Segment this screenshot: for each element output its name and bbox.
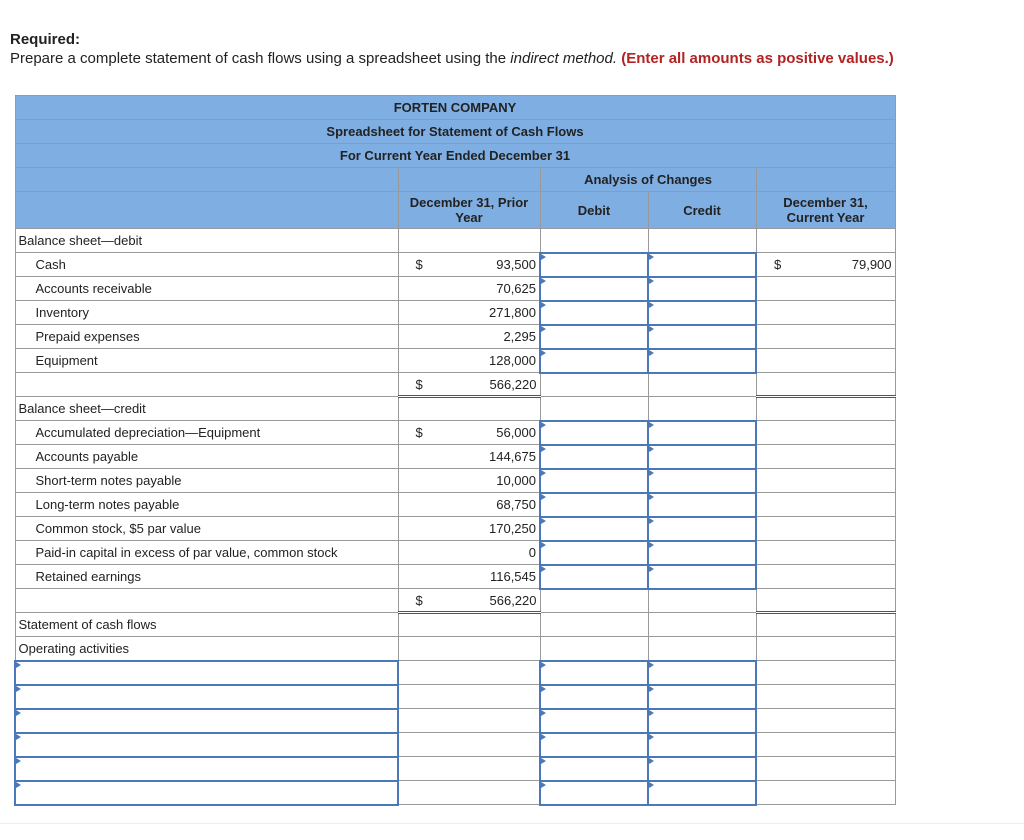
dollar-sign: $ bbox=[774, 257, 782, 272]
current-year-amount bbox=[756, 349, 895, 373]
debit-cell[interactable] bbox=[540, 709, 648, 733]
current-year-amount bbox=[756, 445, 895, 469]
credit-cell[interactable] bbox=[648, 709, 756, 733]
debit-cell[interactable] bbox=[540, 781, 648, 805]
account-cell-input[interactable] bbox=[16, 709, 401, 733]
debit-cell-input[interactable] bbox=[541, 349, 651, 373]
current-year-amount bbox=[756, 301, 895, 325]
credit-cell[interactable] bbox=[648, 421, 756, 445]
account-label: Long-term notes payable bbox=[15, 493, 398, 517]
section-label: Statement of cash flows bbox=[15, 613, 398, 637]
credit-cell-input[interactable] bbox=[649, 253, 759, 277]
prior-year-amount bbox=[398, 493, 540, 517]
prior-year-amount bbox=[398, 517, 540, 541]
section-label: Balance sheet—credit bbox=[15, 397, 398, 421]
table-row bbox=[15, 469, 895, 493]
account-cell[interactable] bbox=[15, 685, 398, 709]
credit-cell-input[interactable] bbox=[649, 349, 759, 373]
credit-cell[interactable] bbox=[648, 757, 756, 781]
table-row bbox=[15, 493, 895, 517]
credit-cell-input[interactable] bbox=[649, 661, 759, 685]
credit-cell-input[interactable] bbox=[649, 469, 759, 493]
table-row bbox=[15, 349, 895, 373]
section-row bbox=[15, 397, 895, 421]
entry-row bbox=[15, 661, 895, 685]
instruction-method: indirect method. bbox=[510, 50, 618, 67]
prior-year-amount bbox=[398, 253, 540, 277]
prior-value: 116,545 bbox=[489, 569, 536, 584]
section-row bbox=[15, 637, 895, 661]
credit-cell-input[interactable] bbox=[649, 493, 759, 517]
account-cell[interactable] bbox=[15, 709, 398, 733]
instructions bbox=[10, 30, 894, 68]
credit-cell-input[interactable] bbox=[649, 541, 759, 565]
account-label: Accumulated depreciation—Equipment bbox=[15, 421, 398, 445]
credit-cell-input[interactable] bbox=[649, 781, 759, 805]
prior-value: 566,220 bbox=[489, 592, 537, 608]
prior-year-amount bbox=[398, 325, 540, 349]
dollar-sign: $ bbox=[415, 425, 423, 440]
account-label: Retained earnings bbox=[15, 565, 398, 589]
debit-cell-input[interactable] bbox=[541, 301, 651, 325]
table-row bbox=[15, 301, 895, 325]
spreadsheet-title: Spreadsheet for Statement of Cash Flows bbox=[15, 120, 895, 144]
debit-cell[interactable] bbox=[540, 541, 648, 565]
credit-cell-input[interactable] bbox=[649, 733, 759, 757]
current-year-amount bbox=[756, 421, 895, 445]
debit-cell-input[interactable] bbox=[541, 253, 651, 277]
debit-cell[interactable] bbox=[540, 325, 648, 349]
debit-cell-input[interactable] bbox=[541, 493, 651, 517]
account-label: Prepaid expenses bbox=[15, 325, 398, 349]
credit-cell[interactable] bbox=[648, 469, 756, 493]
account-cell-input[interactable] bbox=[16, 781, 401, 805]
account-cell-input[interactable] bbox=[16, 733, 401, 757]
debit-cell-input[interactable] bbox=[541, 661, 651, 685]
account-cell-input[interactable] bbox=[16, 685, 401, 709]
credit-cell[interactable] bbox=[648, 493, 756, 517]
credit-cell[interactable] bbox=[648, 301, 756, 325]
total-row bbox=[15, 373, 895, 397]
credit-cell-input[interactable] bbox=[649, 709, 759, 733]
current-year-amount bbox=[756, 493, 895, 517]
entry-row bbox=[15, 685, 895, 709]
debit-cell-input[interactable] bbox=[541, 517, 651, 541]
debit-cell-input[interactable] bbox=[541, 469, 651, 493]
prior-year-amount bbox=[398, 349, 540, 373]
debit-cell[interactable] bbox=[540, 445, 648, 469]
entry-row bbox=[15, 757, 895, 781]
account-label: Common stock, $5 par value bbox=[15, 517, 398, 541]
dollar-sign: $ bbox=[415, 257, 423, 272]
prior-year-amount bbox=[398, 421, 540, 445]
table-row bbox=[15, 325, 895, 349]
debit-cell[interactable] bbox=[540, 565, 648, 589]
account-cell-input[interactable] bbox=[16, 757, 401, 781]
credit-cell[interactable] bbox=[648, 781, 756, 805]
prior-value: 128,000 bbox=[489, 353, 536, 368]
debit-cell[interactable] bbox=[540, 277, 648, 301]
credit-cell[interactable] bbox=[648, 685, 756, 709]
debit-cell[interactable] bbox=[540, 469, 648, 493]
credit-cell-input[interactable] bbox=[649, 277, 759, 301]
current-year-amount bbox=[756, 253, 895, 277]
company-name: FORTEN COMPANY bbox=[15, 96, 895, 120]
account-label bbox=[15, 589, 398, 613]
account-cell[interactable] bbox=[15, 757, 398, 781]
prior-value: 70,625 bbox=[496, 281, 536, 296]
total-row bbox=[15, 589, 895, 613]
debit-cell-input[interactable] bbox=[541, 445, 651, 469]
prior-value: 56,000 bbox=[496, 425, 536, 440]
prior-year-amount bbox=[398, 373, 540, 397]
cash-flow-spreadsheet bbox=[14, 95, 896, 806]
debit-cell-input[interactable] bbox=[541, 757, 651, 781]
credit-cell-input[interactable] bbox=[649, 445, 759, 469]
credit-cell[interactable] bbox=[648, 517, 756, 541]
col-prior-year: December 31, Prior Year bbox=[398, 192, 540, 229]
account-label: Cash bbox=[15, 253, 398, 277]
current-value: 79,900 bbox=[851, 257, 892, 272]
analysis-of-changes-header: Analysis of Changes bbox=[540, 168, 756, 192]
credit-cell-input[interactable] bbox=[649, 421, 759, 445]
credit-cell[interactable] bbox=[648, 445, 756, 469]
prior-value: 2,295 bbox=[503, 329, 536, 344]
current-year-total[interactable] bbox=[756, 589, 895, 613]
credit-cell[interactable] bbox=[648, 565, 756, 589]
account-cell[interactable] bbox=[15, 661, 398, 685]
credit-cell[interactable] bbox=[648, 325, 756, 349]
debit-cell[interactable] bbox=[540, 685, 648, 709]
credit-cell[interactable] bbox=[648, 277, 756, 301]
debit-cell-input[interactable] bbox=[541, 733, 651, 757]
prior-value: 144,675 bbox=[489, 449, 536, 464]
credit-cell-input[interactable] bbox=[649, 325, 759, 349]
section-row bbox=[15, 613, 895, 637]
debit-cell[interactable] bbox=[540, 517, 648, 541]
current-year-amount bbox=[756, 565, 895, 589]
table-row bbox=[15, 421, 895, 445]
credit-cell-input[interactable] bbox=[649, 565, 759, 589]
prior-year-amount bbox=[398, 565, 540, 589]
prior-value: 271,800 bbox=[489, 305, 536, 320]
dollar-sign: $ bbox=[415, 592, 423, 608]
account-label: Accounts receivable bbox=[15, 277, 398, 301]
debit-cell-input[interactable] bbox=[541, 325, 651, 349]
required-heading: Required: bbox=[10, 31, 81, 48]
entry-row bbox=[15, 781, 895, 805]
prior-value: 10,000 bbox=[496, 473, 536, 488]
account-label bbox=[15, 373, 398, 397]
debit-cell[interactable] bbox=[540, 733, 648, 757]
debit-cell[interactable] bbox=[540, 493, 648, 517]
debit-cell-input[interactable] bbox=[541, 685, 651, 709]
debit-cell-input[interactable] bbox=[541, 421, 651, 445]
current-year-amount bbox=[756, 277, 895, 301]
section-label: Operating activities bbox=[15, 637, 398, 661]
table-row bbox=[15, 253, 895, 277]
instruction-text: Prepare a complete statement of cash flows using a spreadsheet using the bbox=[10, 50, 511, 67]
current-year-amount bbox=[756, 541, 895, 565]
table-row bbox=[15, 517, 895, 541]
credit-cell-input[interactable] bbox=[649, 757, 759, 781]
debit-cell-input[interactable] bbox=[541, 277, 651, 301]
account-cell[interactable] bbox=[15, 733, 398, 757]
entry-row bbox=[15, 709, 895, 733]
debit-cell-input[interactable] bbox=[541, 565, 651, 589]
account-cell-input[interactable] bbox=[16, 661, 401, 685]
section-label: Balance sheet—debit bbox=[15, 229, 398, 253]
account-label: Paid-in capital in excess of par value, common stock bbox=[15, 541, 398, 565]
credit-cell-input[interactable] bbox=[649, 517, 759, 541]
prior-year-amount bbox=[398, 277, 540, 301]
footer-bar bbox=[0, 823, 1024, 840]
prior-year-amount bbox=[398, 445, 540, 469]
credit-cell-input[interactable] bbox=[649, 301, 759, 325]
debit-cell[interactable] bbox=[540, 349, 648, 373]
debit-cell-input[interactable] bbox=[541, 709, 651, 733]
table-row bbox=[15, 277, 895, 301]
credit-cell[interactable] bbox=[648, 661, 756, 685]
credit-cell[interactable] bbox=[648, 349, 756, 373]
debit-cell[interactable] bbox=[540, 301, 648, 325]
col-current-year: December 31, Current Year bbox=[756, 192, 895, 229]
section-row bbox=[15, 229, 895, 253]
prior-value: 566,220 bbox=[489, 376, 537, 392]
dollar-sign: $ bbox=[415, 376, 423, 392]
credit-cell[interactable] bbox=[648, 253, 756, 277]
prior-value: 170,250 bbox=[489, 521, 536, 536]
debit-cell[interactable] bbox=[540, 253, 648, 277]
account-label: Inventory bbox=[15, 301, 398, 325]
debit-cell-input[interactable] bbox=[541, 541, 651, 565]
current-year-total[interactable] bbox=[756, 373, 895, 397]
debit-cell[interactable] bbox=[540, 757, 648, 781]
account-label: Equipment bbox=[15, 349, 398, 373]
prior-value: 0 bbox=[528, 545, 536, 560]
entry-row bbox=[15, 733, 895, 757]
debit-cell-input[interactable] bbox=[541, 781, 651, 805]
prior-year-amount bbox=[398, 541, 540, 565]
prior-year-amount bbox=[398, 301, 540, 325]
credit-cell[interactable] bbox=[648, 541, 756, 565]
account-label: Accounts payable bbox=[15, 445, 398, 469]
prior-value: 68,750 bbox=[496, 497, 536, 512]
current-year-amount bbox=[756, 325, 895, 349]
account-label: Short-term notes payable bbox=[15, 469, 398, 493]
col-debit: Debit bbox=[540, 192, 648, 229]
period-title: For Current Year Ended December 31 bbox=[15, 144, 895, 168]
credit-cell[interactable] bbox=[648, 733, 756, 757]
table-row bbox=[15, 565, 895, 589]
current-year-amount bbox=[756, 469, 895, 493]
table-row bbox=[15, 445, 895, 469]
prior-year-amount bbox=[398, 469, 540, 493]
current-year-amount bbox=[756, 517, 895, 541]
prior-value: 93,500 bbox=[496, 257, 536, 272]
prior-year-amount bbox=[398, 589, 540, 613]
instruction-note: (Enter all amounts as positive values.) bbox=[621, 50, 894, 67]
debit-cell[interactable] bbox=[540, 661, 648, 685]
credit-cell-input[interactable] bbox=[649, 685, 759, 709]
debit-cell[interactable] bbox=[540, 421, 648, 445]
table-row bbox=[15, 541, 895, 565]
col-credit: Credit bbox=[648, 192, 756, 229]
account-cell[interactable] bbox=[15, 781, 398, 805]
